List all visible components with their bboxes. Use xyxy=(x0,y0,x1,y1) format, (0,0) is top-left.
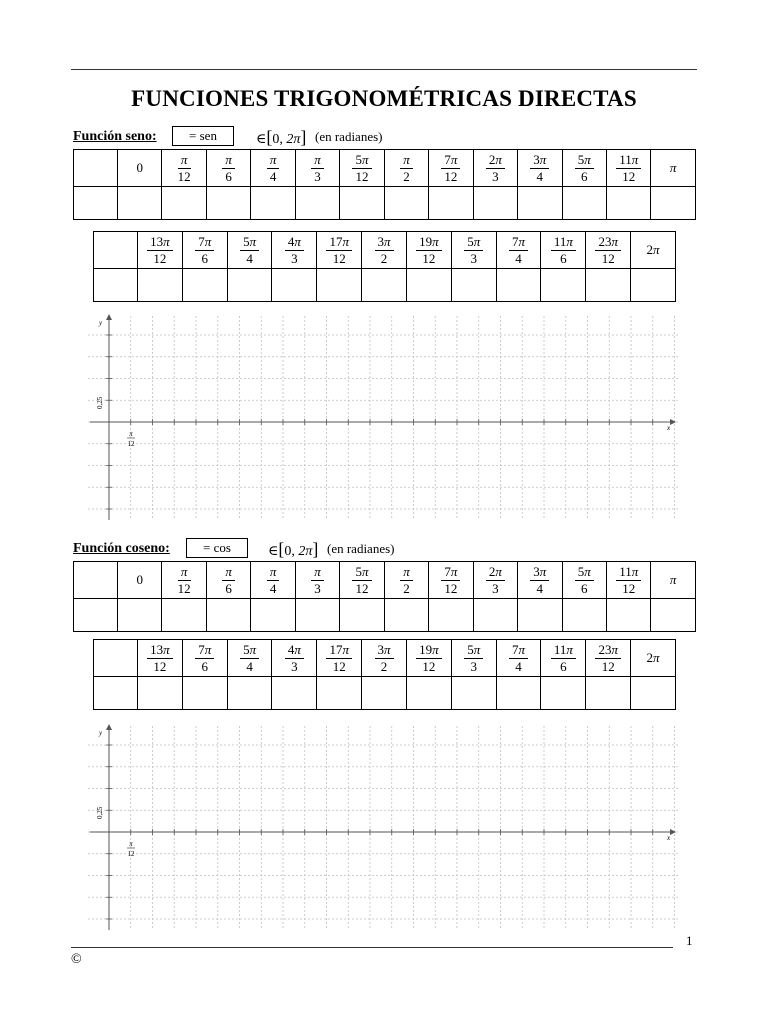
angle-cell: $\frac{23\pi}{12}$ xyxy=(586,232,631,269)
table-header-cell xyxy=(74,562,118,599)
value-cell[interactable] xyxy=(586,677,631,710)
angle-cell: $\frac{\pi}{6}$ xyxy=(206,150,250,187)
y-tick-label: 0,25 xyxy=(96,806,104,819)
value-cell[interactable] xyxy=(562,599,606,632)
angle-cell: $\frac{4\pi}{3}$ xyxy=(272,232,317,269)
table-header-cell xyxy=(74,150,118,187)
angle-cell: $\frac{7\pi}{12}$ xyxy=(429,562,473,599)
page-number: 1 xyxy=(686,933,693,948)
angle-cell: $\frac{5\pi}{4}$ xyxy=(227,232,272,269)
value-cell[interactable] xyxy=(606,187,650,220)
value-cell[interactable] xyxy=(586,269,631,302)
angle-cell: 2π xyxy=(631,232,676,269)
sine-table-1-angle-row xyxy=(74,150,696,187)
angle-cell: $\frac{\pi}{12}$ xyxy=(162,150,206,187)
value-cell[interactable] xyxy=(340,187,384,220)
angle-cell: $\frac{5\pi}{12}$ xyxy=(340,150,384,187)
value-cell[interactable] xyxy=(406,269,451,302)
angle-cell: $\frac{5\pi}{6}$ xyxy=(562,562,606,599)
footer-rule xyxy=(71,947,673,948)
value-cell[interactable] xyxy=(251,599,295,632)
angle-cell: $\frac{19\pi}{12}$ xyxy=(406,640,451,677)
value-cell[interactable] xyxy=(162,187,206,220)
angle-cell: $\frac{7\pi}{6}$ xyxy=(182,640,227,677)
value-cell[interactable] xyxy=(631,269,676,302)
value-cell[interactable] xyxy=(406,677,451,710)
y-axis-arrow xyxy=(106,724,112,730)
value-cell[interactable] xyxy=(384,187,428,220)
cosine-radians-note: (en radianes) xyxy=(327,541,395,556)
value-cell[interactable] xyxy=(651,187,695,220)
value-cell[interactable] xyxy=(251,187,295,220)
x-axis-arrow xyxy=(670,829,676,835)
sine-radians-note: (en radianes) xyxy=(315,129,383,144)
value-cell[interactable] xyxy=(94,677,138,710)
angle-cell: $\frac{11\pi}{12}$ xyxy=(606,150,650,187)
value-cell[interactable] xyxy=(118,187,162,220)
value-cell[interactable] xyxy=(295,599,339,632)
angle-cell: $\frac{3\pi}{4}$ xyxy=(518,562,562,599)
angle-cell: $\frac{5\pi}{6}$ xyxy=(562,150,606,187)
y-axis-label: y xyxy=(99,729,103,737)
value-cell[interactable] xyxy=(496,677,541,710)
value-cell[interactable] xyxy=(340,599,384,632)
value-cell[interactable] xyxy=(138,269,183,302)
value-cell[interactable] xyxy=(606,599,650,632)
angle-cell: $\frac{17\pi}{12}$ xyxy=(317,232,362,269)
angle-cell: $\frac{13\pi}{12}$ xyxy=(138,232,183,269)
sine-table-2-value-row xyxy=(94,269,676,302)
value-cell[interactable] xyxy=(429,187,473,220)
angle-cell: $\frac{7\pi}{6}$ xyxy=(182,232,227,269)
value-cell[interactable] xyxy=(227,677,272,710)
value-cell[interactable] xyxy=(541,677,586,710)
cosine-table-2-value-row xyxy=(94,677,676,710)
value-cell[interactable] xyxy=(317,269,362,302)
value-cell[interactable] xyxy=(182,677,227,710)
angle-cell: 0 xyxy=(118,150,162,187)
value-cell[interactable] xyxy=(272,677,317,710)
angle-cell: $\frac{7\pi}{4}$ xyxy=(496,640,541,677)
angle-cell: $\frac{23\pi}{12}$ xyxy=(586,640,631,677)
sine-table-2-angle-row xyxy=(94,232,676,269)
axes xyxy=(90,314,676,520)
grid-lines xyxy=(88,316,680,520)
sine-function-box: = sen xyxy=(172,126,234,146)
angle-cell: $\frac{3\pi}{4}$ xyxy=(518,150,562,187)
value-cell[interactable] xyxy=(317,677,362,710)
angle-cell: 2π xyxy=(631,640,676,677)
value-cell[interactable] xyxy=(362,677,407,710)
angle-cell: $\frac{\pi}{2}$ xyxy=(384,562,428,599)
cosine-table-1-angle-row xyxy=(74,562,696,599)
angle-cell: $\frac{5\pi}{3}$ xyxy=(451,232,496,269)
value-cell[interactable] xyxy=(451,269,496,302)
angle-cell: $\frac{11\pi}{6}$ xyxy=(541,640,586,677)
angle-cell: $\frac{4\pi}{3}$ xyxy=(272,640,317,677)
cosine-function-box: = cos xyxy=(186,538,248,558)
angle-cell: $\frac{\pi}{6}$ xyxy=(206,562,250,599)
value-cell[interactable] xyxy=(94,269,138,302)
value-cell[interactable] xyxy=(631,677,676,710)
value-cell[interactable] xyxy=(384,599,428,632)
angle-cell: $\frac{\pi}{3}$ xyxy=(295,150,339,187)
angle-cell: $\frac{11\pi}{6}$ xyxy=(541,232,586,269)
angle-cell: $\frac{2\pi}{3}$ xyxy=(473,150,517,187)
angle-cell: $\frac{5\pi}{3}$ xyxy=(451,640,496,677)
sine-table-1-value-row xyxy=(74,187,696,220)
cosine-interval: ∈[0, 2π] xyxy=(268,539,319,559)
angle-cell: $\frac{5\pi}{4}$ xyxy=(227,640,272,677)
value-cell[interactable] xyxy=(182,269,227,302)
copyright-mark: © xyxy=(71,952,82,967)
value-cell[interactable] xyxy=(473,187,517,220)
x-axis-label: x xyxy=(667,424,671,432)
angle-cell: $\frac{11\pi}{12}$ xyxy=(606,562,650,599)
x-tick-label-den: 12 xyxy=(127,440,135,448)
y-tick-label: 0,25 xyxy=(96,396,104,409)
angle-cell: $\frac{7\pi}{12}$ xyxy=(429,150,473,187)
x-axis-arrow xyxy=(670,419,676,425)
angle-cell: 0 xyxy=(118,562,162,599)
cosine-table-1-value-row xyxy=(74,599,696,632)
value-cell[interactable] xyxy=(206,187,250,220)
angle-cell: $\frac{19\pi}{12}$ xyxy=(406,232,451,269)
angle-cell: $\frac{13\pi}{12}$ xyxy=(138,640,183,677)
page-title: FUNCIONES TRIGONOMÉTRICAS DIRECTAS xyxy=(131,86,637,111)
cosine-table-2-angle-row xyxy=(94,640,676,677)
angle-cell: π xyxy=(651,562,695,599)
value-cell[interactable] xyxy=(227,269,272,302)
top-rule xyxy=(71,69,697,70)
value-cell[interactable] xyxy=(562,187,606,220)
angle-cell: $\frac{17\pi}{12}$ xyxy=(317,640,362,677)
sine-graph-grid[interactable] xyxy=(88,312,680,522)
angle-cell: $\frac{3\pi}{2}$ xyxy=(362,232,407,269)
cosine-table-2 xyxy=(93,639,676,710)
value-cell[interactable] xyxy=(518,187,562,220)
value-cell[interactable] xyxy=(429,599,473,632)
value-cell[interactable] xyxy=(541,269,586,302)
sine-interval: ∈[0, 2π] xyxy=(256,127,307,147)
table-header-cell xyxy=(94,640,138,677)
angle-cell: $\frac{\pi}{2}$ xyxy=(384,150,428,187)
angle-cell: $\frac{5\pi}{12}$ xyxy=(340,562,384,599)
value-cell[interactable] xyxy=(518,599,562,632)
y-axis-arrow xyxy=(106,314,112,320)
value-cell[interactable] xyxy=(74,599,118,632)
axes xyxy=(90,724,676,930)
value-cell[interactable] xyxy=(162,599,206,632)
value-cell[interactable] xyxy=(295,187,339,220)
value-cell[interactable] xyxy=(272,269,317,302)
angle-cell: π xyxy=(651,150,695,187)
value-cell[interactable] xyxy=(118,599,162,632)
value-cell[interactable] xyxy=(473,599,517,632)
sine-table-1 xyxy=(73,149,696,220)
x-axis-label: x xyxy=(667,834,671,842)
x-tick-label-num: π xyxy=(129,430,133,438)
angle-cell: $\frac{\pi}{3}$ xyxy=(295,562,339,599)
angle-cell: $\frac{7\pi}{4}$ xyxy=(496,232,541,269)
value-cell[interactable] xyxy=(496,269,541,302)
angle-cell: $\frac{\pi}{4}$ xyxy=(251,562,295,599)
cosine-table-1 xyxy=(73,561,696,632)
angle-cell: $\frac{\pi}{4}$ xyxy=(251,150,295,187)
value-cell[interactable] xyxy=(362,269,407,302)
grid-lines xyxy=(88,726,680,930)
cosine-label: Función coseno: xyxy=(73,541,170,556)
sine-label: Función seno: xyxy=(73,129,157,144)
sine-table-2 xyxy=(93,231,676,302)
value-cell[interactable] xyxy=(651,599,695,632)
value-cell[interactable] xyxy=(138,677,183,710)
angle-cell: $\frac{\pi}{12}$ xyxy=(162,562,206,599)
value-cell[interactable] xyxy=(451,677,496,710)
value-cell[interactable] xyxy=(74,187,118,220)
y-axis-label: y xyxy=(99,319,103,327)
table-header-cell xyxy=(94,232,138,269)
value-cell[interactable] xyxy=(206,599,250,632)
cosine-graph-grid[interactable] xyxy=(88,722,680,932)
angle-cell: $\frac{3\pi}{2}$ xyxy=(362,640,407,677)
x-tick-label-den: 12 xyxy=(127,850,135,858)
x-tick-label-num: π xyxy=(129,840,133,848)
angle-cell: $\frac{2\pi}{3}$ xyxy=(473,562,517,599)
